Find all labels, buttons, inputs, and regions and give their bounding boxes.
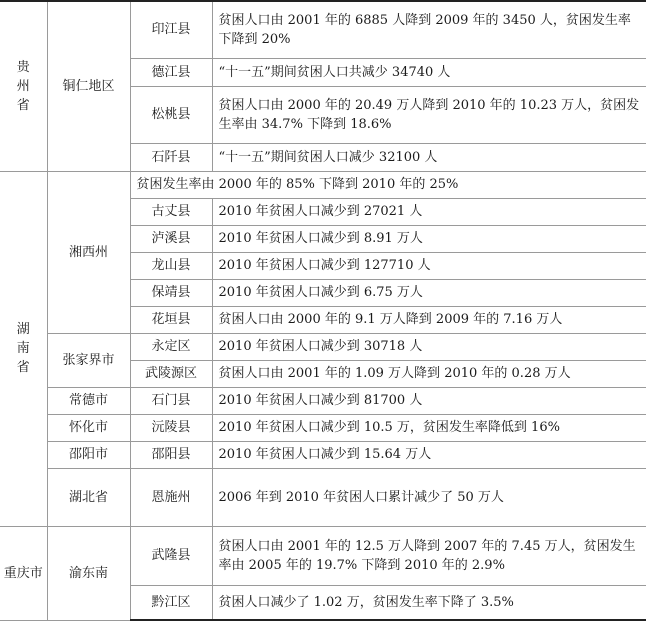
county-cell: 黔江区 bbox=[130, 585, 212, 620]
description-cell: 贫困人口减少了 1.02 万，贫困发生率下降了 3.5% bbox=[212, 585, 646, 620]
description-cell: 2010 年贫困人口减少到 81700 人 bbox=[212, 387, 646, 414]
table-row bbox=[0, 387, 646, 414]
county-cell: 古丈县 bbox=[130, 198, 212, 225]
description-cell: 贫困人口由 2001 年的 1.09 万人降到 2010 年的 0.28 万人 bbox=[212, 360, 646, 387]
table-row bbox=[0, 1, 646, 58]
table-row bbox=[0, 526, 646, 585]
region-cell-zhangjiajie bbox=[47, 333, 130, 387]
county-cell: 武隆县 bbox=[130, 526, 212, 585]
province-cell-hubei: 湖北省 bbox=[47, 468, 130, 526]
table-row bbox=[0, 414, 646, 441]
description-cell: 贫困人口由 2001 年的 12.5 万人降到 2007 年的 7.45 万人，贫困发生率由 2005 年的 19.7% 下降到 2010 年的 2.9% bbox=[212, 526, 646, 585]
region-cell-xiangxi bbox=[47, 171, 130, 333]
region-label: 张家界市 bbox=[62, 352, 115, 368]
description-cell: 2006 年到 2010 年贫困人口累计减少了 50 万人 bbox=[212, 468, 646, 526]
region-cell-yudongnan: 渝东南 bbox=[47, 526, 130, 620]
description-cell: 2010 年贫困人口减少到 127710 人 bbox=[212, 252, 646, 279]
region-cell-tongren bbox=[47, 1, 130, 171]
region-cell-huaihua: 怀化市 bbox=[47, 414, 130, 441]
county-cell: 松桃县 bbox=[130, 86, 212, 143]
description-cell: 贫困人口由 2000 年的 20.49 万人降到 2010 年的 10.23 万人，贫困发生率由 34.7% 下降到 18.6% bbox=[212, 86, 646, 143]
county-cell: 石阡县 bbox=[130, 143, 212, 171]
county-cell: 德江县 bbox=[130, 58, 212, 86]
province-cell-hunan bbox=[0, 171, 47, 526]
province-label: 贵州省 bbox=[16, 59, 30, 113]
description-cell: 2010 年贫困人口减少到 8.91 万人 bbox=[212, 225, 646, 252]
region-summary-cell: 贫困发生率由 2000 年的 85% 下降到 2010 年的 25% bbox=[130, 171, 646, 198]
description-cell: 2010 年贫困人口减少到 15.64 万人 bbox=[212, 441, 646, 468]
county-cell: 龙山县 bbox=[130, 252, 212, 279]
province-cell-guizhou bbox=[0, 1, 47, 171]
table-row bbox=[0, 441, 646, 468]
description-cell: 2010 年贫困人口减少到 27021 人 bbox=[212, 198, 646, 225]
county-cell: 永定区 bbox=[130, 333, 212, 360]
region-label: 湘西州 bbox=[68, 244, 108, 260]
description-cell: 贫困人口由 2001 年的 6885 人降到 2009 年的 3450 人，贫困发生率下降到 20% bbox=[212, 1, 646, 58]
county-cell: 石门县 bbox=[130, 387, 212, 414]
description-cell: 2010 年贫困人口减少到 30718 人 bbox=[212, 333, 646, 360]
province-label: 湖南省 bbox=[16, 322, 30, 375]
county-cell: 泸溪县 bbox=[130, 225, 212, 252]
region-cell-enshi: 恩施州 bbox=[130, 468, 212, 526]
table-row bbox=[0, 171, 646, 198]
description-cell: 2010 年贫困人口减少到 10.5 万，贫困发生率降低到 16% bbox=[212, 414, 646, 441]
description-cell: 2010 年贫困人口减少到 6.75 万人 bbox=[212, 279, 646, 306]
description-cell: “十一五”期间贫困人口减少 32100 人 bbox=[212, 143, 646, 171]
county-cell: 沅陵县 bbox=[130, 414, 212, 441]
county-cell: 保靖县 bbox=[130, 279, 212, 306]
description-cell: “十一五”期间贫困人口共减少 34740 人 bbox=[212, 58, 646, 86]
county-cell: 邵阳县 bbox=[130, 441, 212, 468]
table-row bbox=[0, 333, 646, 360]
region-cell-shaoyang: 邵阳市 bbox=[47, 441, 130, 468]
county-cell: 武陵源区 bbox=[130, 360, 212, 387]
county-cell: 印江县 bbox=[130, 1, 212, 58]
region-label: 铜仁地区 bbox=[62, 78, 115, 94]
county-cell: 花垣县 bbox=[130, 306, 212, 333]
region-cell-changde: 常德市 bbox=[47, 387, 130, 414]
description-cell: 贫困人口由 2000 年的 9.1 万人降到 2009 年的 7.16 万人 bbox=[212, 306, 646, 333]
province-cell-chongqing: 重庆市 bbox=[0, 526, 47, 620]
table-row bbox=[0, 468, 646, 526]
